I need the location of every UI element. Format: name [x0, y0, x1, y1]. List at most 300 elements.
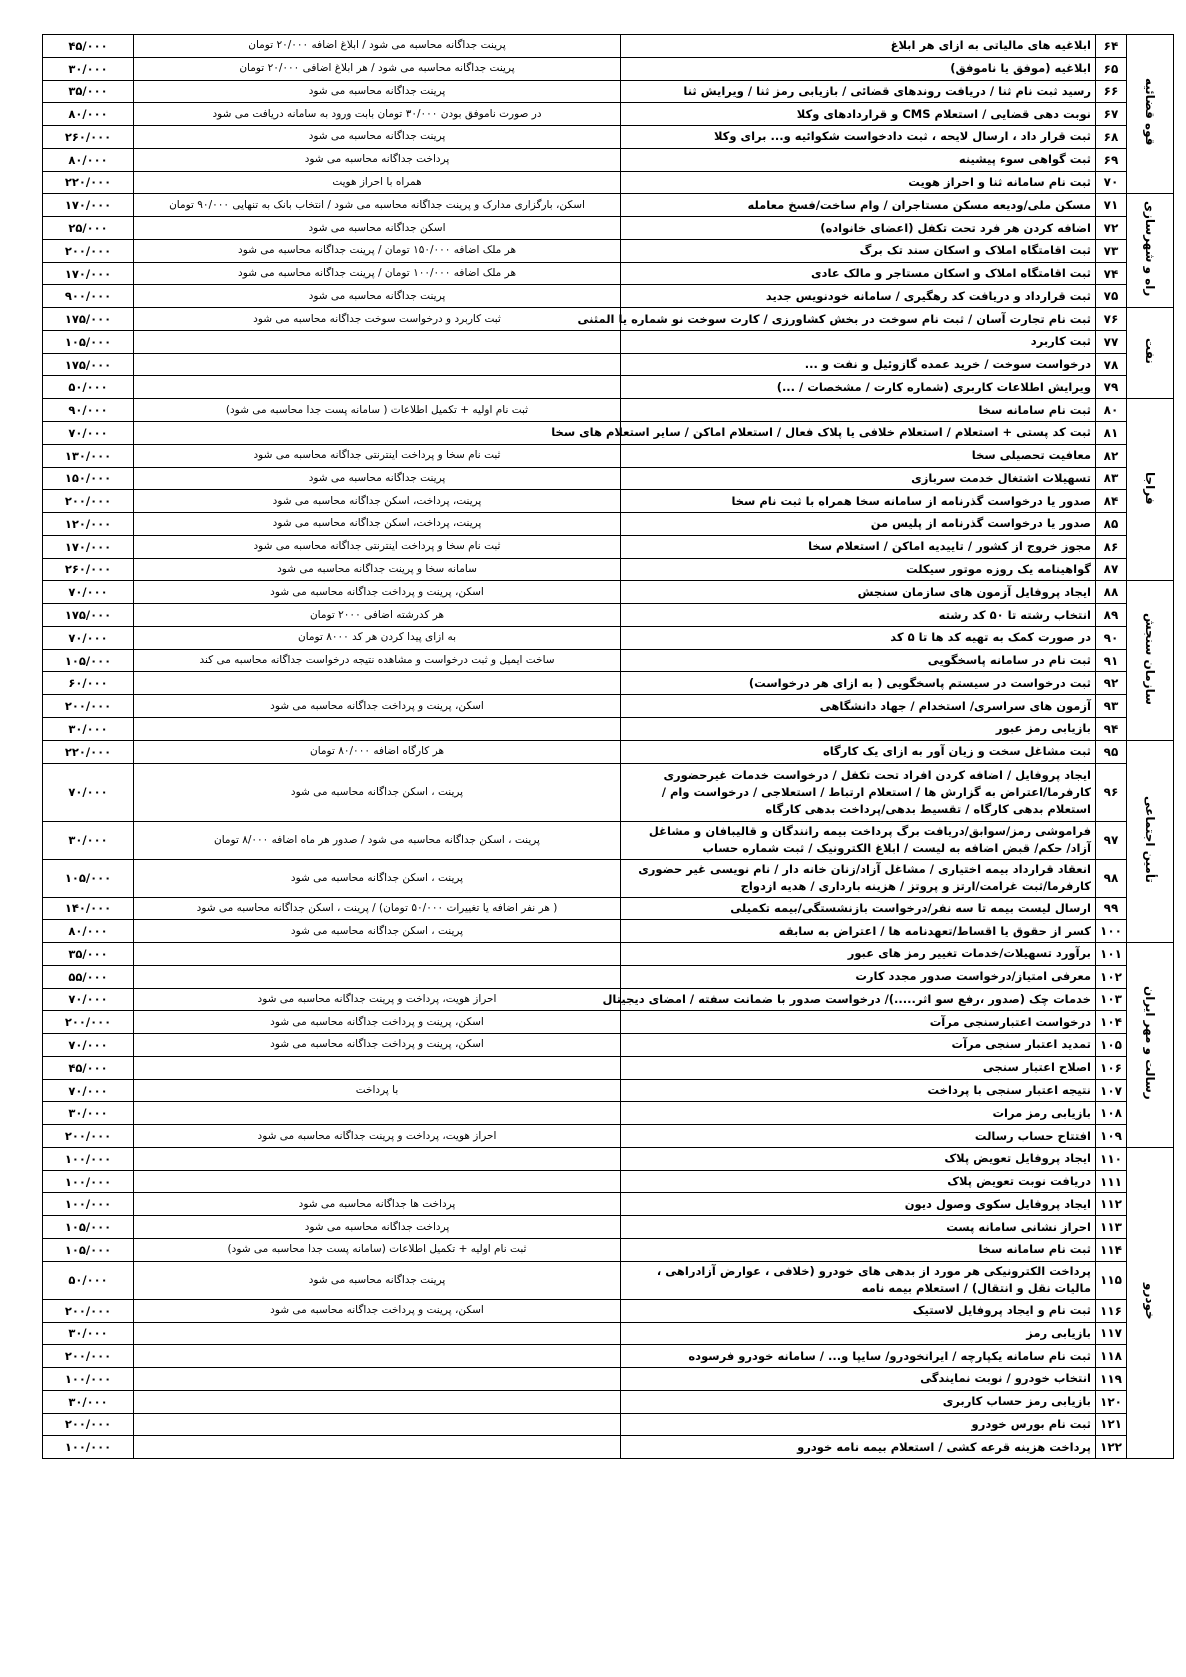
service-name: تسهیلات اشتغال خدمت سربازی — [621, 467, 1096, 490]
table-row — [43, 763, 1174, 821]
table-row — [43, 1413, 1174, 1436]
service-note: احراز هویت، پرداخت و پرینت جداگانه محاسبه می شود — [134, 988, 621, 1011]
service-name: پرداخت الکترونیکی هر مورد از بدهی های خودرو (خلافی ، عوارض آزادراهی ، مالیات نقل و انتقال) / استعلام بیمه نامه — [621, 1261, 1096, 1299]
service-price: ۱۷۰/۰۰۰ — [43, 262, 134, 285]
service-note: همراه با احراز هویت — [134, 171, 621, 194]
service-note — [134, 1413, 621, 1436]
service-price: ۱۴۰/۰۰۰ — [43, 897, 134, 920]
service-name: ثبت نام سامانه یکپارچه / ایرانخودرو/ سایپا و... / سامانه خودرو فرسوده — [621, 1345, 1096, 1368]
service-note — [134, 1170, 621, 1193]
service-name: برآورد تسهیلات/خدمات تغییر رمز های عبور — [621, 943, 1096, 966]
service-note: ( هر نفر اضافه یا تغییرات ۵۰/۰۰۰ تومان) / پرینت ، اسکن جداگانه محاسبه می شود — [134, 897, 621, 920]
service-price: ۷۰/۰۰۰ — [43, 626, 134, 649]
row-number: ۱۱۶ — [1096, 1299, 1127, 1322]
row-number: ۱۰۵ — [1096, 1034, 1127, 1057]
table-row — [43, 695, 1174, 718]
row-number: ۷۹ — [1096, 376, 1127, 399]
table-row — [43, 148, 1174, 171]
service-note: اسکن، پرینت و پرداخت جداگانه محاسبه می شود — [134, 1011, 621, 1034]
row-number: ۹۵ — [1096, 740, 1127, 763]
table-row — [43, 535, 1174, 558]
service-price: ۴۵/۰۰۰ — [43, 35, 134, 58]
service-name: ثبت نام بورس خودرو — [621, 1413, 1096, 1436]
service-note: ثبت کاربرد و درخواست سوخت جداگانه محاسبه می شود — [134, 308, 621, 331]
table-row — [43, 1170, 1174, 1193]
service-note: پرینت جداگانه محاسبه می شود / هر ابلاغ اضافی ۲۰/۰۰۰ تومان — [134, 57, 621, 80]
service-price: ۳۰/۰۰۰ — [43, 821, 134, 859]
service-note — [134, 943, 621, 966]
service-price: ۵۰/۰۰۰ — [43, 376, 134, 399]
row-number: ۹۰ — [1096, 626, 1127, 649]
service-price: ۱۰۵/۰۰۰ — [43, 330, 134, 353]
service-note: اسکن، پرینت و پرداخت جداگانه محاسبه می شود — [134, 1299, 621, 1322]
service-price: ۷۰/۰۰۰ — [43, 581, 134, 604]
service-price: ۶۰/۰۰۰ — [43, 672, 134, 695]
table-row — [43, 1368, 1174, 1391]
table-row — [43, 717, 1174, 740]
service-note: ساخت ایمیل و ثبت درخواست و مشاهده نتیجه درخواست جداگانه محاسبه می کند — [134, 649, 621, 672]
service-name: ثبت قرار داد ، ارسال لایحه ، ثبت دادخواست شکوائیه و... برای وکلا — [621, 126, 1096, 149]
service-note: ثبت نام سخا و پرداخت اینترنتی جداگانه محاسبه می شود — [134, 535, 621, 558]
table-row — [43, 1436, 1174, 1459]
row-number: ۱۱۱ — [1096, 1170, 1127, 1193]
category-label: سازمان سنجش — [1143, 612, 1157, 705]
service-name: ثبت کاربرد — [621, 330, 1096, 353]
table-row — [43, 330, 1174, 353]
row-number: ۷۵ — [1096, 285, 1127, 308]
service-price: ۳۰/۰۰۰ — [43, 1322, 134, 1345]
table-row — [43, 126, 1174, 149]
service-note: پرداخت جداگانه محاسبه می شود — [134, 148, 621, 171]
table-row — [43, 740, 1174, 763]
table-row — [43, 1147, 1174, 1170]
row-number: ۱۰۲ — [1096, 965, 1127, 988]
service-note: ثبت نام سخا و پرداخت اینترنتی جداگانه محاسبه می شود — [134, 444, 621, 467]
row-number: ۱۲۱ — [1096, 1413, 1127, 1436]
service-note: پرینت جداگانه محاسبه می شود — [134, 285, 621, 308]
service-price: ۲۰۰/۰۰۰ — [43, 695, 134, 718]
row-number: ۷۷ — [1096, 330, 1127, 353]
table-row — [43, 103, 1174, 126]
table-row — [43, 262, 1174, 285]
service-note: پرینت ، اسکن جداگانه محاسبه می شود — [134, 763, 621, 821]
service-note: در صورت ناموفق بودن ۳۰/۰۰۰ تومان بابت ورود به سامانه دریافت می شود — [134, 103, 621, 126]
category-cell — [1127, 1147, 1174, 1458]
row-number: ۱۱۸ — [1096, 1345, 1127, 1368]
service-name: تمدید اعتبار سنجی مرآت — [621, 1034, 1096, 1057]
row-number: ۱۲۲ — [1096, 1436, 1127, 1459]
service-name: گواهینامه یک روزه موتور سیکلت — [621, 558, 1096, 581]
service-price: ۲۲۰/۰۰۰ — [43, 740, 134, 763]
row-number: ۱۰۷ — [1096, 1079, 1127, 1102]
service-name: ایجاد پروفایل / اضافه کردن افراد تحت تکفل / درخواست خدمات غیرحضوری کارفرما/اعتراض به گزارش ها / استعلام ارتباط / استعلاجی / درخواست وام /استعلام بدهی کارگاه / تقسیط بدهی/پرداخت بدهی کارگاه — [621, 763, 1096, 821]
service-name: در صورت کمک به تهیه کد ها تا ۵ کد — [621, 626, 1096, 649]
service-name: ثبت درخواست در سیستم پاسخگویی ( به ازای هر درخواست) — [621, 672, 1096, 695]
service-note — [134, 1345, 621, 1368]
row-number: ۸۱ — [1096, 422, 1127, 445]
row-number: ۸۹ — [1096, 604, 1127, 627]
table-row — [43, 1345, 1174, 1368]
row-number: ۱۱۴ — [1096, 1238, 1127, 1261]
table-row — [43, 467, 1174, 490]
table-row — [43, 422, 1174, 445]
service-price: ۳۰/۰۰۰ — [43, 57, 134, 80]
service-note: پرینت جداگانه محاسبه می شود — [134, 1261, 621, 1299]
table-row — [43, 1102, 1174, 1125]
category-label: تأمین اجتماعی — [1143, 795, 1157, 883]
service-price: ۱۰۵/۰۰۰ — [43, 1238, 134, 1261]
service-price: ۵۵/۰۰۰ — [43, 965, 134, 988]
table-row — [43, 490, 1174, 513]
service-price: ۲۰۰/۰۰۰ — [43, 1413, 134, 1436]
row-number: ۱۱۳ — [1096, 1216, 1127, 1239]
table-row — [43, 239, 1174, 262]
service-note: هر کدرشته اضافی ۲۰۰۰ تومان — [134, 604, 621, 627]
row-number: ۶۴ — [1096, 35, 1127, 58]
service-name: اصلاح اعتبار سنجی — [621, 1056, 1096, 1079]
service-price: ۲۰۰/۰۰۰ — [43, 1011, 134, 1034]
service-name: فراموشی رمز/سوابق/دریافت برگ پرداخت بیمه رانندگان و قالیبافان و مشاغل آزاد/ حکم/ قبض اضافه به لیست / ابلاغ الکترونیک / ثبت شماره حساب — [621, 821, 1096, 859]
service-price: ۲۰۰/۰۰۰ — [43, 490, 134, 513]
row-number: ۷۱ — [1096, 194, 1127, 217]
table-row — [43, 897, 1174, 920]
table-row — [43, 988, 1174, 1011]
service-note: پرینت جداگانه محاسبه می شود — [134, 80, 621, 103]
service-price: ۱۷۰/۰۰۰ — [43, 535, 134, 558]
row-number: ۸۴ — [1096, 490, 1127, 513]
service-note: پرینت جداگانه محاسبه می شود / ابلاغ اضافه ۲۰/۰۰۰ تومان — [134, 35, 621, 58]
service-note: پرینت، پرداخت، اسکن جداگانه محاسبه می شود — [134, 513, 621, 536]
service-note — [134, 965, 621, 988]
service-name: درخواست اعتبارسنجی مرآت — [621, 1011, 1096, 1034]
service-price: ۱۳۰/۰۰۰ — [43, 444, 134, 467]
table-row — [43, 1390, 1174, 1413]
row-number: ۸۲ — [1096, 444, 1127, 467]
row-number: ۹۲ — [1096, 672, 1127, 695]
service-name: انعقاد قرارداد بیمه اختیاری / مشاغل آزاد/زنان خانه دار / نام نویسی غیر حضوری کارفرما/ثبت غرامت/ارتز و پروتز / هزینه بارداری / هدیه ازدواج — [621, 859, 1096, 897]
service-price: ۳۰/۰۰۰ — [43, 1102, 134, 1125]
row-number: ۱۰۰ — [1096, 920, 1127, 943]
service-name: مجوز خروج از کشور / تاییدیه اماکن / استعلام سخا — [621, 535, 1096, 558]
table-row — [43, 920, 1174, 943]
category-label: نفت — [1143, 338, 1157, 365]
row-number: ۱۱۲ — [1096, 1193, 1127, 1216]
service-price: ۱۲۰/۰۰۰ — [43, 513, 134, 536]
table-row — [43, 672, 1174, 695]
service-name: ابلاغیه (موفق یا ناموفق) — [621, 57, 1096, 80]
service-note — [134, 1368, 621, 1391]
service-price: ۷۰/۰۰۰ — [43, 763, 134, 821]
service-name: ثبت کد پستی + استعلام / استعلام خلافی یا پلاک فعال / استعلام اماکن / سایر استعلام های سخا — [621, 422, 1096, 445]
row-number: ۷۰ — [1096, 171, 1127, 194]
service-name: ارسال لیست بیمه تا سه نفر/درخواست بازنشستگی/بیمه تکمیلی — [621, 897, 1096, 920]
table-row — [43, 1011, 1174, 1034]
service-note — [134, 353, 621, 376]
service-price: ۲۲۰/۰۰۰ — [43, 171, 134, 194]
service-name: دریافت نوبت تعویض پلاک — [621, 1170, 1096, 1193]
row-number: ۹۱ — [1096, 649, 1127, 672]
service-note: اسکن، پرینت و پرداخت جداگانه محاسبه می شود — [134, 695, 621, 718]
category-label: خودرو — [1143, 1282, 1157, 1320]
service-name: ثبت اقامتگاه املاک و اسکان مستاجر و مالک عادی — [621, 262, 1096, 285]
category-cell — [1127, 740, 1174, 942]
service-note: پرینت جداگانه محاسبه می شود — [134, 467, 621, 490]
row-number: ۶۹ — [1096, 148, 1127, 171]
row-number: ۶۷ — [1096, 103, 1127, 126]
service-price: ۱۷۵/۰۰۰ — [43, 353, 134, 376]
category-cell — [1127, 194, 1174, 308]
table-row — [43, 285, 1174, 308]
service-price: ۷۰/۰۰۰ — [43, 1034, 134, 1057]
service-name: ثبت نام سامانه سخا — [621, 1238, 1096, 1261]
table-row — [43, 35, 1174, 58]
row-number: ۱۰۳ — [1096, 988, 1127, 1011]
table-row — [43, 1238, 1174, 1261]
service-note — [134, 1436, 621, 1459]
service-name: ویرایش اطلاعات کاربری (شماره کارت / مشخصات / ...) — [621, 376, 1096, 399]
row-number: ۸۵ — [1096, 513, 1127, 536]
service-note: ثبت نام اولیه + تکمیل اطلاعات (سامانه پست جدا محاسبه می شود) — [134, 1238, 621, 1261]
service-price: ۳۰/۰۰۰ — [43, 1390, 134, 1413]
service-note: پرداخت ها جداگانه محاسبه می شود — [134, 1193, 621, 1216]
service-note: پرداخت جداگانه محاسبه می شود — [134, 1216, 621, 1239]
service-name: افتتاح حساب رسالت — [621, 1125, 1096, 1148]
service-price: ۸۰/۰۰۰ — [43, 920, 134, 943]
row-number: ۱۰۱ — [1096, 943, 1127, 966]
service-note: با پرداخت — [134, 1079, 621, 1102]
service-name: ایجاد پروفایل آزمون های سازمان سنجش — [621, 581, 1096, 604]
service-price: ۲۰۰/۰۰۰ — [43, 239, 134, 262]
table-row — [43, 194, 1174, 217]
row-number: ۶۶ — [1096, 80, 1127, 103]
table-row — [43, 80, 1174, 103]
row-number: ۸۳ — [1096, 467, 1127, 490]
service-name: بازیابی رمز — [621, 1322, 1096, 1345]
service-note: هر ملک اضافه ۱۰۰/۰۰۰ تومان / پرینت جداگانه محاسبه می شود — [134, 262, 621, 285]
table-row — [43, 376, 1174, 399]
service-note: اسکن، بارگزاری مدارک و پرینت جداگانه محاسبه می شود / انتخاب بانک به تنهایی ۹۰/۰۰۰ تومان — [134, 194, 621, 217]
row-number: ۶۸ — [1096, 126, 1127, 149]
service-note: پرینت ، اسکن جداگانه محاسبه می شود — [134, 920, 621, 943]
service-name: ایجاد پروفایل تعویض پلاک — [621, 1147, 1096, 1170]
row-number: ۱۰۶ — [1096, 1056, 1127, 1079]
service-note — [134, 1322, 621, 1345]
service-name: مسکن ملی/ودیعه مسکن مستاجران / وام ساخت/فسخ معامله — [621, 194, 1096, 217]
category-cell — [1127, 399, 1174, 581]
row-number: ۸۶ — [1096, 535, 1127, 558]
service-note: احراز هویت، پرداخت و پرینت جداگانه محاسبه می شود — [134, 1125, 621, 1148]
service-price: ۱۰۰/۰۰۰ — [43, 1193, 134, 1216]
table-row — [43, 649, 1174, 672]
row-number: ۱۰۴ — [1096, 1011, 1127, 1034]
category-cell — [1127, 308, 1174, 399]
table-row — [43, 1216, 1174, 1239]
service-price: ۱۰۰/۰۰۰ — [43, 1368, 134, 1391]
service-price: ۲۰۰/۰۰۰ — [43, 1125, 134, 1148]
row-number: ۷۶ — [1096, 308, 1127, 331]
table-row — [43, 513, 1174, 536]
row-number: ۷۸ — [1096, 353, 1127, 376]
row-number: ۱۱۰ — [1096, 1147, 1127, 1170]
service-note — [134, 1056, 621, 1079]
service-price: ۱۰۰/۰۰۰ — [43, 1170, 134, 1193]
service-name: ثبت قرارداد و دریافت کد رهگیری / سامانه خودنویس جدید — [621, 285, 1096, 308]
service-price: ۳۵/۰۰۰ — [43, 943, 134, 966]
category-cell — [1127, 943, 1174, 1148]
service-price: ۳۰/۰۰۰ — [43, 717, 134, 740]
service-price: ۹۰/۰۰۰ — [43, 399, 134, 422]
table-row — [43, 1125, 1174, 1148]
service-price: ۷۰/۰۰۰ — [43, 1079, 134, 1102]
service-name: ابلاغیه های مالیاتی به ازای هر ابلاغ — [621, 35, 1096, 58]
service-name: بازیابی رمز حساب کاربری — [621, 1390, 1096, 1413]
service-name: ثبت نام سامانه سخا — [621, 399, 1096, 422]
service-name: پرداخت هزینه قرعه کشی / استعلام بیمه نامه خودرو — [621, 1436, 1096, 1459]
service-note — [134, 330, 621, 353]
row-number: ۱۱۵ — [1096, 1261, 1127, 1299]
service-price: ۱۰۵/۰۰۰ — [43, 649, 134, 672]
service-price: ۷۰/۰۰۰ — [43, 988, 134, 1011]
category-label: قوه قضائیه — [1143, 78, 1157, 146]
row-number: ۸۰ — [1096, 399, 1127, 422]
service-price: ۸۰/۰۰۰ — [43, 148, 134, 171]
service-note — [134, 717, 621, 740]
service-name: نوبت دهی قضایی / استعلام CMS و قراردادهای وکلا — [621, 103, 1096, 126]
service-price: ۲۰۰/۰۰۰ — [43, 1345, 134, 1368]
service-name: معرفی امتیاز/درخواست صدور مجدد کارت — [621, 965, 1096, 988]
table-row — [43, 399, 1174, 422]
service-price: ۵۰/۰۰۰ — [43, 1261, 134, 1299]
table-row — [43, 859, 1174, 897]
row-number: ۹۳ — [1096, 695, 1127, 718]
row-number: ۹۷ — [1096, 821, 1127, 859]
row-number: ۸۸ — [1096, 581, 1127, 604]
price-list-sheet — [42, 34, 1157, 1459]
category-cell — [1127, 581, 1174, 740]
service-note: پرینت جداگانه محاسبه می شود — [134, 126, 621, 149]
table-row — [43, 217, 1174, 240]
service-note — [134, 672, 621, 695]
service-price: ۲۶۰/۰۰۰ — [43, 558, 134, 581]
service-note: اسکن، پرینت و پرداخت جداگانه محاسبه می شود — [134, 1034, 621, 1057]
service-note: پرینت ، اسکن جداگانه محاسبه می شود — [134, 859, 621, 897]
service-price: ۱۰۰/۰۰۰ — [43, 1147, 134, 1170]
service-price: ۳۵/۰۰۰ — [43, 80, 134, 103]
service-name: معافیت تحصیلی سخا — [621, 444, 1096, 467]
table-row — [43, 1299, 1174, 1322]
service-note: سامانه سخا و پرینت جداگانه محاسبه می شود — [134, 558, 621, 581]
service-note: هر ملک اضافه ۱۵۰/۰۰۰ تومان / پرینت جداگانه محاسبه می شود — [134, 239, 621, 262]
service-note: پرینت ، اسکن جداگانه محاسبه می شود / صدور هر ماه اضافه ۸/۰۰۰ تومان — [134, 821, 621, 859]
category-label: فراجا — [1143, 471, 1157, 505]
table-row — [43, 1034, 1174, 1057]
service-name: ثبت نام در سامانه پاسخگویی — [621, 649, 1096, 672]
service-name: ایجاد پروفایل سکوی وصول دیون — [621, 1193, 1096, 1216]
service-price: ۱۵۰/۰۰۰ — [43, 467, 134, 490]
service-note — [134, 1147, 621, 1170]
row-number: ۸۷ — [1096, 558, 1127, 581]
row-number: ۷۳ — [1096, 239, 1127, 262]
service-name: انتخاب خودرو / نوبت نمایندگی — [621, 1368, 1096, 1391]
category-label: راه و شهرسازی — [1143, 201, 1157, 297]
service-price: ۷۰/۰۰۰ — [43, 422, 134, 445]
table-row — [43, 444, 1174, 467]
service-note — [134, 1102, 621, 1125]
row-number: ۱۲۰ — [1096, 1390, 1127, 1413]
service-note: پرینت، پرداخت، اسکن جداگانه محاسبه می شود — [134, 490, 621, 513]
service-name: اضافه کردن هر فرد تحت تکفل (اعضای خانواده) — [621, 217, 1096, 240]
service-price: ۱۰۵/۰۰۰ — [43, 859, 134, 897]
service-note: اسکن جداگانه محاسبه می شود — [134, 217, 621, 240]
row-number: ۹۸ — [1096, 859, 1127, 897]
category-label: رسالت و مهر ایران — [1143, 986, 1157, 1100]
service-name: آزمون های سراسری/ استخدام / جهاد دانشگاهی — [621, 695, 1096, 718]
service-price: ۱۰۵/۰۰۰ — [43, 1216, 134, 1239]
service-note — [134, 376, 621, 399]
service-name: کسر از حقوق یا اقساط/تعهدنامه ها / اعتراض به سابقه — [621, 920, 1096, 943]
service-name: بازیابی رمز عبور — [621, 717, 1096, 740]
service-note — [134, 422, 621, 445]
service-price: ۱۷۵/۰۰۰ — [43, 308, 134, 331]
row-number: ۱۱۷ — [1096, 1322, 1127, 1345]
table-row — [43, 308, 1174, 331]
service-name: ثبت نام و ایجاد پروفایل لاستیک — [621, 1299, 1096, 1322]
service-name: ثبت اقامتگاه املاک و اسکان سند تک برگ — [621, 239, 1096, 262]
service-name: رسید ثبت نام ثنا / دریافت روندهای قضائی / بازیابی رمز ثنا / ویرایش ثنا — [621, 80, 1096, 103]
services-price-table — [42, 34, 1174, 1459]
table-row — [43, 965, 1174, 988]
service-price: ۱۰۰/۰۰۰ — [43, 1436, 134, 1459]
table-row — [43, 353, 1174, 376]
table-row — [43, 171, 1174, 194]
service-price: ۸۰/۰۰۰ — [43, 103, 134, 126]
row-number: ۱۱۹ — [1096, 1368, 1127, 1391]
service-name: ثبت نام تجارت آسان / ثبت نام سوخت در بخش کشاورزی / کارت سوخت نو شماره یا المثنی — [621, 308, 1096, 331]
row-number: ۹۴ — [1096, 717, 1127, 740]
row-number: ۷۲ — [1096, 217, 1127, 240]
service-note: هر کارگاه اضافه ۸۰/۰۰۰ تومان — [134, 740, 621, 763]
service-note: به ازای پیدا کردن هر کد ۸۰۰۰ تومان — [134, 626, 621, 649]
table-row — [43, 1079, 1174, 1102]
category-cell — [1127, 35, 1174, 194]
service-name: صدور یا درخواست گذرنامه از سامانه سخا همراه با ثبت نام سخا — [621, 490, 1096, 513]
service-note: ثبت نام اولیه + تکمیل اطلاعات ( سامانه پست جدا محاسبه می شود) — [134, 399, 621, 422]
service-note: اسکن، پرینت و پرداخت جداگانه محاسبه می شود — [134, 581, 621, 604]
service-name: ثبت مشاغل سخت و زیان آور به ازای یک کارگاه — [621, 740, 1096, 763]
table-row — [43, 1322, 1174, 1345]
service-price: ۲۶۰/۰۰۰ — [43, 126, 134, 149]
service-name: احراز نشانی سامانه پست — [621, 1216, 1096, 1239]
row-number: ۶۵ — [1096, 57, 1127, 80]
row-number: ۹۹ — [1096, 897, 1127, 920]
service-price: ۹۰۰/۰۰۰ — [43, 285, 134, 308]
service-note — [134, 1390, 621, 1413]
service-name: ثبت نام سامانه ثنا و احراز هویت — [621, 171, 1096, 194]
table-row — [43, 626, 1174, 649]
table-row — [43, 1261, 1174, 1299]
row-number: ۱۰۹ — [1096, 1125, 1127, 1148]
service-name: انتخاب رشته تا ۵۰ کد رشته — [621, 604, 1096, 627]
service-price: ۲۵/۰۰۰ — [43, 217, 134, 240]
service-name: خدمات چک (صدور ،رفع سو اثر.....)/ درخواست صدور با ضمانت سفته / امضای دیجیتال — [621, 988, 1096, 1011]
table-row — [43, 581, 1174, 604]
service-name: ثبت گواهی سوء پیشینه — [621, 148, 1096, 171]
table-row — [43, 1056, 1174, 1079]
service-name: بازیابی رمز مرات — [621, 1102, 1096, 1125]
service-name: نتیجه اعتبار سنجی با پرداخت — [621, 1079, 1096, 1102]
row-number: ۷۴ — [1096, 262, 1127, 285]
service-price: ۱۷۵/۰۰۰ — [43, 604, 134, 627]
